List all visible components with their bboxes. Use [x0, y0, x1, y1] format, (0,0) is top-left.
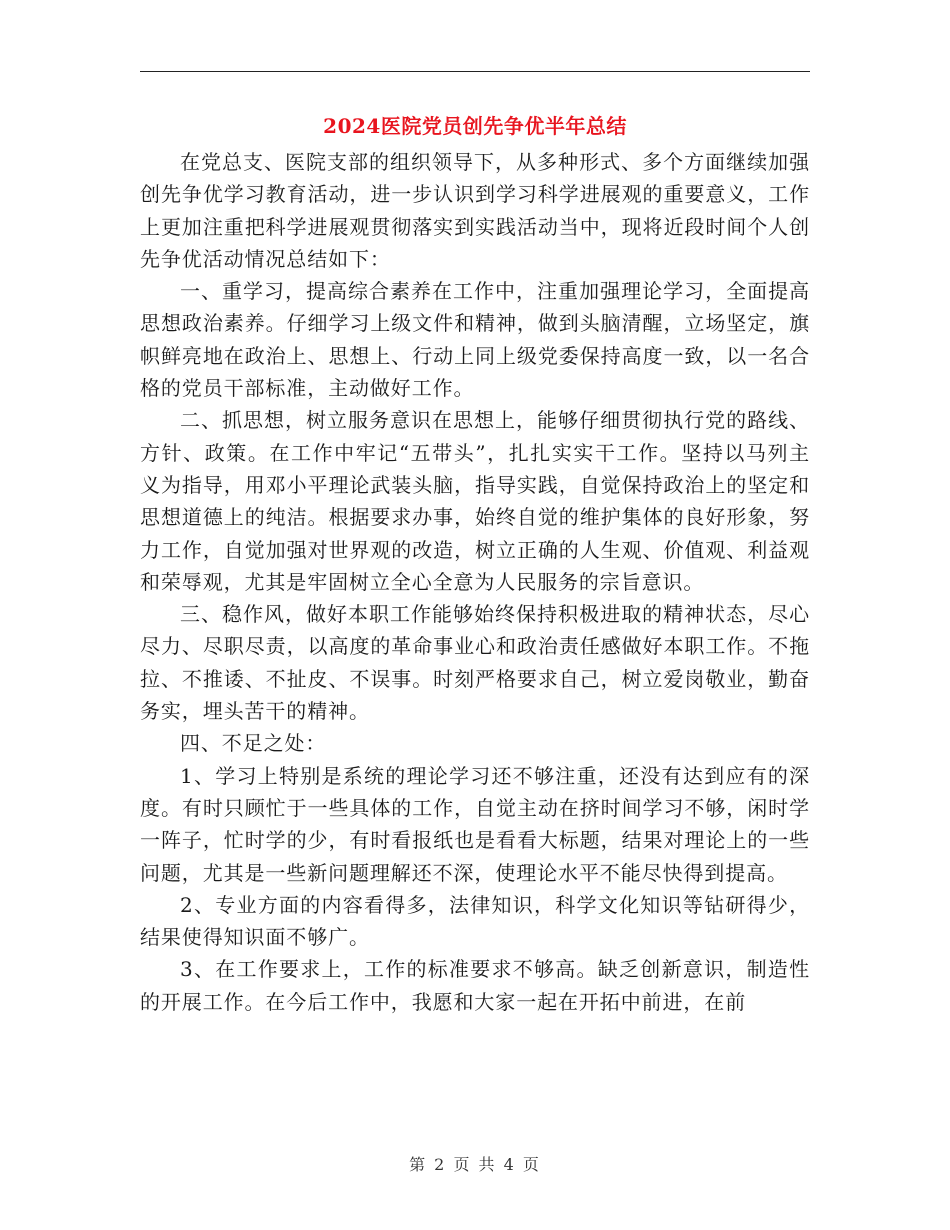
paragraph-section-2: 二、抓思想，树立服务意识在思想上，能够仔细贯彻执行党的路线、方针、政策。在工作中牢记“五带头”，扎扎实实干工作。坚持以马列主义为指导，用邓小平理论武装头脑，指导实践，自觉保持政治上的坚定和思想道德上的纯洁。根据要求办事，始终自觉的维护集体的良好形象，努力工作，自觉加强对世界观的改造，树立正确的人生观、价值观、利益观和荣辱观，尤其是牢固树立全心全意为人民服务的宗旨意识。 [140, 408, 810, 594]
document-title: 2024医院党员创先争优半年总结 [323, 114, 627, 138]
paragraph-section-1: 一、重学习，提高综合素养在工作中，注重加强理论学习，全面提高思想政治素养。仔细学习上级文件和精神，做到头脑清醒，立场坚定，旗帜鲜亮地在政治上、思想上、行动上同上级党委保持高度一致，以一名合格的党员干部标准，主动做好工作。 [140, 279, 810, 401]
paragraph-shortcoming-3: 3、在工作要求上，工作的标准要求不够高。缺乏创新意识，制造性的开展工作。在今后工作中，我愿和大家一起在开拓中前进，在前 [140, 957, 810, 1014]
paragraph-section-3: 三、稳作风，做好本职工作能够始终保持积极进取的精神状态，尽心尽力、尽职尽责，以高度的革命事业心和政治责任感做好本职工作。不拖拉、不推诿、不扯皮、不误事。时刻严格要求自己，树立爱岗敬业，勤奋务实，埋头苦干的精神。 [140, 602, 810, 724]
paragraph-section-4-heading: 四、不足之处： [180, 731, 327, 756]
paragraph-intro: 在党总支、医院支部的组织领导下，从多种形式、多个方面继续加强创先争优学习教育活动，进一步认识到学习科学进展观的重要意义，工作上更加注重把科学进展观贯彻落实到实践活动当中，现将近段时间个人创先争优活动情况总结如下： [140, 150, 810, 271]
paragraph-shortcoming-1: 1、学习上特别是系统的理论学习还不够注重，还没有达到应有的深度。有时只顾忙于一些具体的工作，自觉主动在挤时间学习不够，闲时学一阵子，忙时学的少，有时看报纸也是看看大标题，结果对理论上的一些问题，尤其是一些新问题理解还不深，使理论水平不能尽快得到提高。 [140, 763, 810, 885]
header-rule [140, 71, 810, 72]
paragraph-shortcoming-2: 2、专业方面的内容看得多，法律知识，科学文化知识等钻研得少，结果使得知识面不够广。 [140, 892, 810, 950]
page-number-footer: 第 2 页 共 4 页 [409, 1155, 541, 1174]
document-body [140, 146, 810, 1018]
